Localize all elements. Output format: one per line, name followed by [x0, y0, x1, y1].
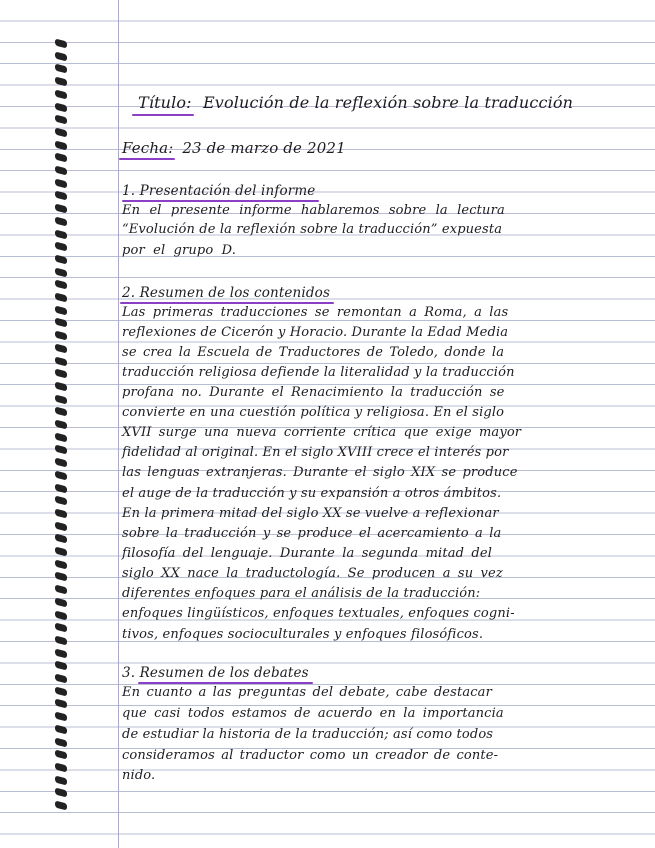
binding-hole — [55, 343, 67, 353]
binding-hole — [55, 407, 67, 417]
binding-hole — [55, 39, 67, 49]
section2-line: tivos, enfoques socioculturales y enfoques filosóficos. — [122, 627, 484, 642]
binding-hole — [55, 483, 67, 493]
binding-hole — [55, 394, 67, 404]
binding-hole — [55, 369, 67, 379]
binding-hole — [55, 267, 67, 277]
binding-hole — [55, 699, 67, 709]
section3-heading-text: 3. Resumen de los debates — [122, 665, 309, 681]
title-label-text: Título: — [138, 93, 192, 112]
binding-hole — [55, 508, 67, 518]
section3-heading-underline — [138, 682, 313, 684]
section1-heading-wrap — [122, 183, 315, 199]
binding-hole — [55, 331, 67, 341]
binding-hole — [55, 496, 67, 506]
section2-line: convierte en una cuestión política y religiosa. En el siglo — [122, 405, 505, 420]
binding-hole — [55, 712, 67, 722]
binding-hole — [55, 178, 67, 188]
section3-line: nido. — [122, 768, 156, 783]
date-text: 23 de marzo de 2021 — [182, 139, 346, 157]
binding-hole — [55, 254, 67, 264]
date-label — [122, 139, 173, 157]
binding-hole — [55, 585, 67, 595]
binding-hole — [55, 293, 67, 303]
margin-line — [118, 0, 119, 848]
section2-line: traducción religiosa defiende la literalidad y la traducción — [122, 365, 515, 380]
binding-hole — [55, 318, 67, 328]
binding-hole — [55, 242, 67, 252]
binding-hole — [55, 89, 67, 99]
binding-hole — [55, 445, 67, 455]
binding-hole — [55, 381, 67, 391]
binding-hole — [55, 547, 67, 557]
binding-hole — [55, 623, 67, 633]
binding-hole — [55, 724, 67, 734]
section1-heading — [122, 183, 315, 199]
section2-line: enfoques lingüísticos, enfoques textuales, enfoques cogni- — [122, 606, 515, 621]
binding-hole — [55, 127, 67, 137]
title-label — [138, 93, 192, 112]
binding-hole — [55, 229, 67, 239]
binding-hole — [55, 204, 67, 214]
section1-line: En el presente informe hablaremos sobre la lectura — [122, 203, 505, 218]
binding-hole — [55, 216, 67, 226]
section3-line: de estudiar la historia de la traducción; así como todos — [122, 727, 494, 742]
spiral-binding — [55, 40, 71, 820]
date-label-underline — [119, 158, 175, 160]
section2-line: Las primeras traducciones se remontan a Roma, a las — [122, 305, 509, 320]
section2-heading-underline — [120, 302, 334, 304]
binding-hole — [55, 775, 67, 785]
binding-hole — [55, 572, 67, 582]
binding-hole — [55, 191, 67, 201]
section2-line: se crea la Escuela de Traductores de Toledo, donde la — [122, 345, 505, 360]
date-line — [122, 139, 346, 157]
binding-hole — [55, 559, 67, 569]
section2-line: sobre la traducción y se produce el acercamiento a la — [122, 526, 502, 541]
section2-line: XVII surge una nueva corriente crítica que exige mayor — [122, 425, 522, 440]
section3-line: que casi todos estamos de acuerdo en la importancia — [122, 706, 504, 721]
binding-hole — [55, 470, 67, 480]
section1-heading-text: 1. Presentación del informe — [122, 183, 316, 199]
title-text: Evolución de la reflexión sobre la traducción — [202, 93, 574, 112]
binding-hole — [55, 115, 67, 125]
binding-hole — [55, 737, 67, 747]
binding-hole — [55, 635, 67, 645]
date-label-text: Fecha: — [122, 139, 174, 157]
binding-hole — [55, 77, 67, 87]
binding-hole — [55, 788, 67, 798]
section2-line: filosofía del lenguaje. Durante la segunda mitad del — [122, 546, 493, 561]
section3-heading-wrap — [122, 665, 309, 681]
title-line — [138, 93, 573, 112]
section1-heading-underline — [122, 200, 319, 202]
binding-hole — [55, 305, 67, 315]
section3-line: consideramos al traductor como un creador de conte- — [122, 748, 499, 763]
binding-hole — [55, 762, 67, 772]
binding-hole — [55, 432, 67, 442]
section2-line: las lenguas extranjeras. Durante el siglo XIX se produce — [122, 465, 518, 480]
section2-line: profana no. Durante el Renacimiento la traducción se — [122, 385, 505, 400]
section1-line: “Evolución de la reflexión sobre la traducción” expuesta — [122, 222, 503, 237]
binding-hole — [55, 153, 67, 163]
section2-heading-text: 2. Resumen de los contenidos — [122, 285, 331, 301]
binding-hole — [55, 64, 67, 74]
binding-hole — [55, 750, 67, 760]
binding-hole — [55, 458, 67, 468]
section2-heading-wrap — [122, 285, 330, 301]
binding-hole — [55, 166, 67, 176]
section3-heading — [122, 665, 309, 681]
binding-hole — [55, 610, 67, 620]
section2-line: fidelidad al original. En el siglo XVIII crece el interés por — [122, 445, 509, 460]
section2-line: reflexiones de Cicerón y Horacio. Durante la Edad Media — [122, 325, 509, 340]
section2-line: En la primera mitad del siglo XX se vuelve a reflexionar — [122, 506, 499, 521]
title-label-underline — [132, 114, 194, 116]
binding-hole — [55, 686, 67, 696]
section1-line: por el grupo D. — [122, 243, 237, 258]
section2-line: el auge de la traducción y su expansión a otros ámbitos. — [122, 486, 502, 501]
binding-hole — [55, 801, 67, 811]
binding-hole — [55, 356, 67, 366]
binding-hole — [55, 674, 67, 684]
binding-hole — [55, 420, 67, 430]
binding-hole — [55, 648, 67, 658]
binding-hole — [55, 280, 67, 290]
binding-hole — [55, 534, 67, 544]
binding-hole — [55, 597, 67, 607]
section2-line: siglo XX nace la traductología. Se producen a su vez — [122, 566, 503, 581]
binding-hole — [55, 140, 67, 150]
binding-hole — [55, 521, 67, 531]
section3-line: En cuanto a las preguntas del debate, cabe destacar — [122, 685, 492, 700]
binding-hole — [55, 102, 67, 112]
binding-hole — [55, 661, 67, 671]
binding-hole — [55, 51, 67, 61]
section2-heading — [122, 285, 330, 301]
section2-line: diferentes enfoques para el análisis de la traducción: — [122, 586, 481, 601]
